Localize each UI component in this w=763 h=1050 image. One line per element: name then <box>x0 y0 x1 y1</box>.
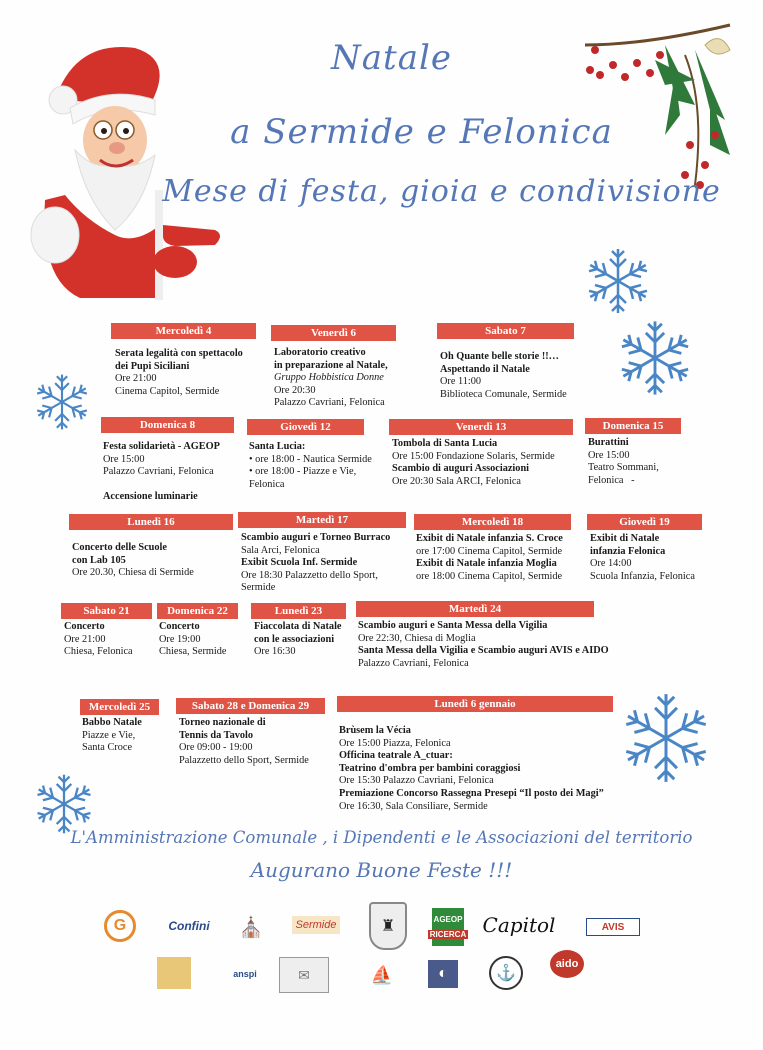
event-day-header: Giovedì 19 <box>587 514 702 530</box>
event-details <box>103 441 220 504</box>
event-day-header: Venerdì 6 <box>271 325 396 341</box>
event-line: Ore 21:00 <box>64 633 106 645</box>
event-day-header: Martedì 17 <box>238 512 406 528</box>
event-line: Laboratorio creativo <box>274 347 366 358</box>
event-line: Sermide <box>241 582 276 594</box>
event-line: Babbo Natale <box>82 717 142 728</box>
event-line: Scambio di auguri Associazioni <box>392 463 530 475</box>
logo-confini: Confini <box>168 919 210 933</box>
event-line: Exibit Scuola Inf. Sermide <box>241 557 358 569</box>
event-line: Concerto <box>159 621 200 632</box>
snowflake-icon <box>32 772 96 836</box>
event-line: Santa Messa della Vigilia e Scambio auguri AVIS e AIDO <box>358 645 609 657</box>
event-details <box>416 533 563 583</box>
event-line: Premiazione Concorso Rassegna Presepi “Il posto dei Magi” <box>339 787 604 799</box>
logo-square-blue: ◐ <box>428 960 458 988</box>
event-line: Ore 20.30, Chiesa di Sermide <box>72 567 194 579</box>
event-line: Serata legalità con spettacolo <box>115 348 243 359</box>
event-line: Sala Arci, Felonica <box>241 544 320 556</box>
event-line: Accensione luminarie <box>103 491 198 503</box>
footer-greeting: L'Amministrazione Comunale , i Dipendenti e le Associazioni del territorio <box>70 828 693 847</box>
event-line: Aspettando il Natale <box>440 363 530 375</box>
event-details <box>179 717 309 767</box>
logo-boat: ⛵ <box>370 964 394 985</box>
logo-ageop-ricerca: RICERCA <box>429 930 467 939</box>
event-line: Ore 19:00 <box>159 633 201 645</box>
event-line: Cinema Capitol, Sermide <box>115 385 220 397</box>
event-line: infanzia Felonica <box>590 545 666 557</box>
event-line: Ore 22:30, Chiesa di Moglia <box>358 632 476 644</box>
event-line: Ore 09:00 - 19:00 <box>179 742 253 754</box>
event-line: • ore 18:00 - Piazze e Vie, <box>249 466 357 478</box>
title-location: a Sermide e Felonica <box>230 112 613 152</box>
event-day-header: Martedì 24 <box>356 601 594 617</box>
event-day-header: Lunedì 16 <box>69 514 233 530</box>
event-details <box>159 621 227 659</box>
event-line <box>103 479 220 492</box>
logo-nautica: ⚓ <box>489 956 523 990</box>
event-line: Ore 16:30 <box>254 646 296 658</box>
event-day-header: Venerdì 13 <box>389 419 573 435</box>
event-line: Festa solidarietà - AGEOP <box>103 441 220 452</box>
event-day-header: Lunedì 6 gennaio <box>337 696 613 712</box>
event-line: Officina teatrale A_ctuar: <box>339 750 453 762</box>
event-details <box>358 620 609 670</box>
event-line: in preparazione al Natale, <box>274 359 388 371</box>
event-details <box>440 351 567 401</box>
title-natale: Natale <box>331 38 452 78</box>
event-line: Chiesa, Sermide <box>159 646 227 658</box>
logo-pro-loco: ⛪ <box>238 916 264 939</box>
logo-comune-crest: ♜ <box>369 902 407 950</box>
event-day-header: Sabato 28 e Domenica 29 <box>176 698 325 714</box>
event-line: Teatrino d'ombra per bambini coraggiosi <box>339 762 521 774</box>
event-details <box>339 725 604 813</box>
event-line: Tombola di Santa Lucia <box>392 438 498 449</box>
event-line: Concerto <box>64 621 105 632</box>
logo-g-circle: G <box>104 910 136 942</box>
event-day-header: Sabato 7 <box>437 323 574 339</box>
event-details <box>392 438 555 488</box>
event-day-header: Domenica 22 <box>157 603 238 619</box>
event-details <box>274 347 388 410</box>
event-details <box>254 621 342 659</box>
event-line: Brùsem la Vécia <box>339 725 411 736</box>
event-line: Ore 15:00 Fondazione Solaris, Sermide <box>392 450 555 462</box>
event-line: Ore 11:00 <box>440 376 482 388</box>
logo-ageop <box>429 908 467 946</box>
event-line: Felonica - <box>588 474 635 486</box>
event-details <box>590 533 695 583</box>
event-day-header: Sabato 21 <box>61 603 152 619</box>
event-line: Exibit di Natale <box>590 533 660 544</box>
event-line: Chiesa, Felonica <box>64 646 133 658</box>
event-line: Exibit di Natale infanzia Moglia <box>416 558 557 570</box>
event-line: Tennis da Tavolo <box>179 729 254 741</box>
event-line: Ore 14:00 <box>590 558 632 570</box>
footer-wishes: Augurano Buone Feste !!! <box>250 858 513 882</box>
event-line: Scambio auguri e Torneo Burraco <box>241 532 391 543</box>
logo-ageop-text: AGEOP <box>433 915 463 924</box>
event-line: dei Pupi Siciliani <box>115 360 190 372</box>
event-line: Ore 15:00 Piazza, Felonica <box>339 737 451 749</box>
event-details <box>241 532 390 595</box>
event-line: Concerto delle Scuole <box>72 542 167 553</box>
event-line: Ore 15:30 Palazzo Cavriani, Felonica <box>339 775 494 787</box>
event-line: Ore 20:30 Sala ARCI, Felonica <box>392 475 521 487</box>
event-day-header: Domenica 8 <box>101 417 234 433</box>
event-line: con le associazioni <box>254 633 335 645</box>
event-details <box>64 621 133 659</box>
event-line: Santa Lucia: <box>249 441 306 452</box>
snowflake-icon <box>618 690 714 786</box>
event-line: ore 17:00 Cinema Capitol, Sermide <box>416 545 563 557</box>
snowflake-icon <box>583 246 653 316</box>
event-line: Burattini <box>588 437 629 448</box>
snowflake-icon <box>32 372 92 432</box>
event-line: Ore 16:30, Sala Consiliare, Sermide <box>339 800 488 812</box>
title-subtitle: Mese di festa, gioia e condivisione <box>162 174 721 209</box>
event-line: Oh Quante belle storie !!… <box>440 351 559 362</box>
event-day-header: Domenica 15 <box>585 418 681 434</box>
event-line: Scambio auguri e Santa Messa della Vigilia <box>358 620 548 631</box>
logo-stamp: ✉ <box>279 957 329 993</box>
logo-anspi: anspi <box>233 969 257 979</box>
event-line: Piazze e Vie, <box>82 729 136 741</box>
event-line: Palazzetto dello Sport, Sermide <box>179 754 309 766</box>
snowflake-icon <box>615 318 695 398</box>
logo-sermide: Sermide <box>292 916 340 934</box>
event-line: Palazzo Cavriani, Felonica <box>103 466 214 478</box>
event-line: con Lab 105 <box>72 554 126 566</box>
event-details <box>115 348 243 398</box>
event-line: Ore 20:30 <box>274 384 316 396</box>
event-line: Ore 15:00 <box>103 453 145 465</box>
logo-aido: aido <box>550 950 584 978</box>
event-line: Fiaccolata di Natale <box>254 621 342 632</box>
event-line: Santa Croce <box>82 742 133 754</box>
event-details <box>82 717 142 755</box>
event-details <box>72 542 194 580</box>
event-line: Palazzo Cavriani, Felonica <box>358 657 469 669</box>
event-line: Teatro Sommani, <box>588 462 659 474</box>
event-line: Ore 18:30 Palazzetto dello Sport, <box>241 569 378 581</box>
event-day-header: Mercoledì 18 <box>414 514 571 530</box>
event-line: Scuola Infanzia, Felonica <box>590 570 695 582</box>
event-line: Palazzo Cavriani, Felonica <box>274 397 385 409</box>
event-details <box>588 437 659 487</box>
logo-photo <box>157 957 191 989</box>
logo-avis: AVIS <box>586 918 640 936</box>
event-day-header: Mercoledì 25 <box>80 699 159 715</box>
event-line: Gruppo Hobbistica Donne <box>274 372 384 384</box>
event-line: Exibit di Natale infanzia S. Croce <box>416 533 563 544</box>
event-line: ore 18:00 Cinema Capitol, Sermide <box>416 570 563 582</box>
event-line: Felonica <box>249 478 285 490</box>
event-line: Ore 21:00 <box>115 373 157 385</box>
event-line: • ore 18:00 - Nautica Sermide <box>249 453 372 465</box>
logo-capitol: Capitol <box>482 913 556 937</box>
event-line: Torneo nazionale di <box>179 717 266 728</box>
event-day-header: Lunedì 23 <box>251 603 346 619</box>
event-details <box>249 441 372 491</box>
event-line: Ore 15:00 <box>588 449 630 461</box>
event-day-header: Mercoledì 4 <box>111 323 256 339</box>
event-line: Biblioteca Comunale, Sermide <box>440 388 567 400</box>
event-day-header: Giovedì 12 <box>247 419 364 435</box>
